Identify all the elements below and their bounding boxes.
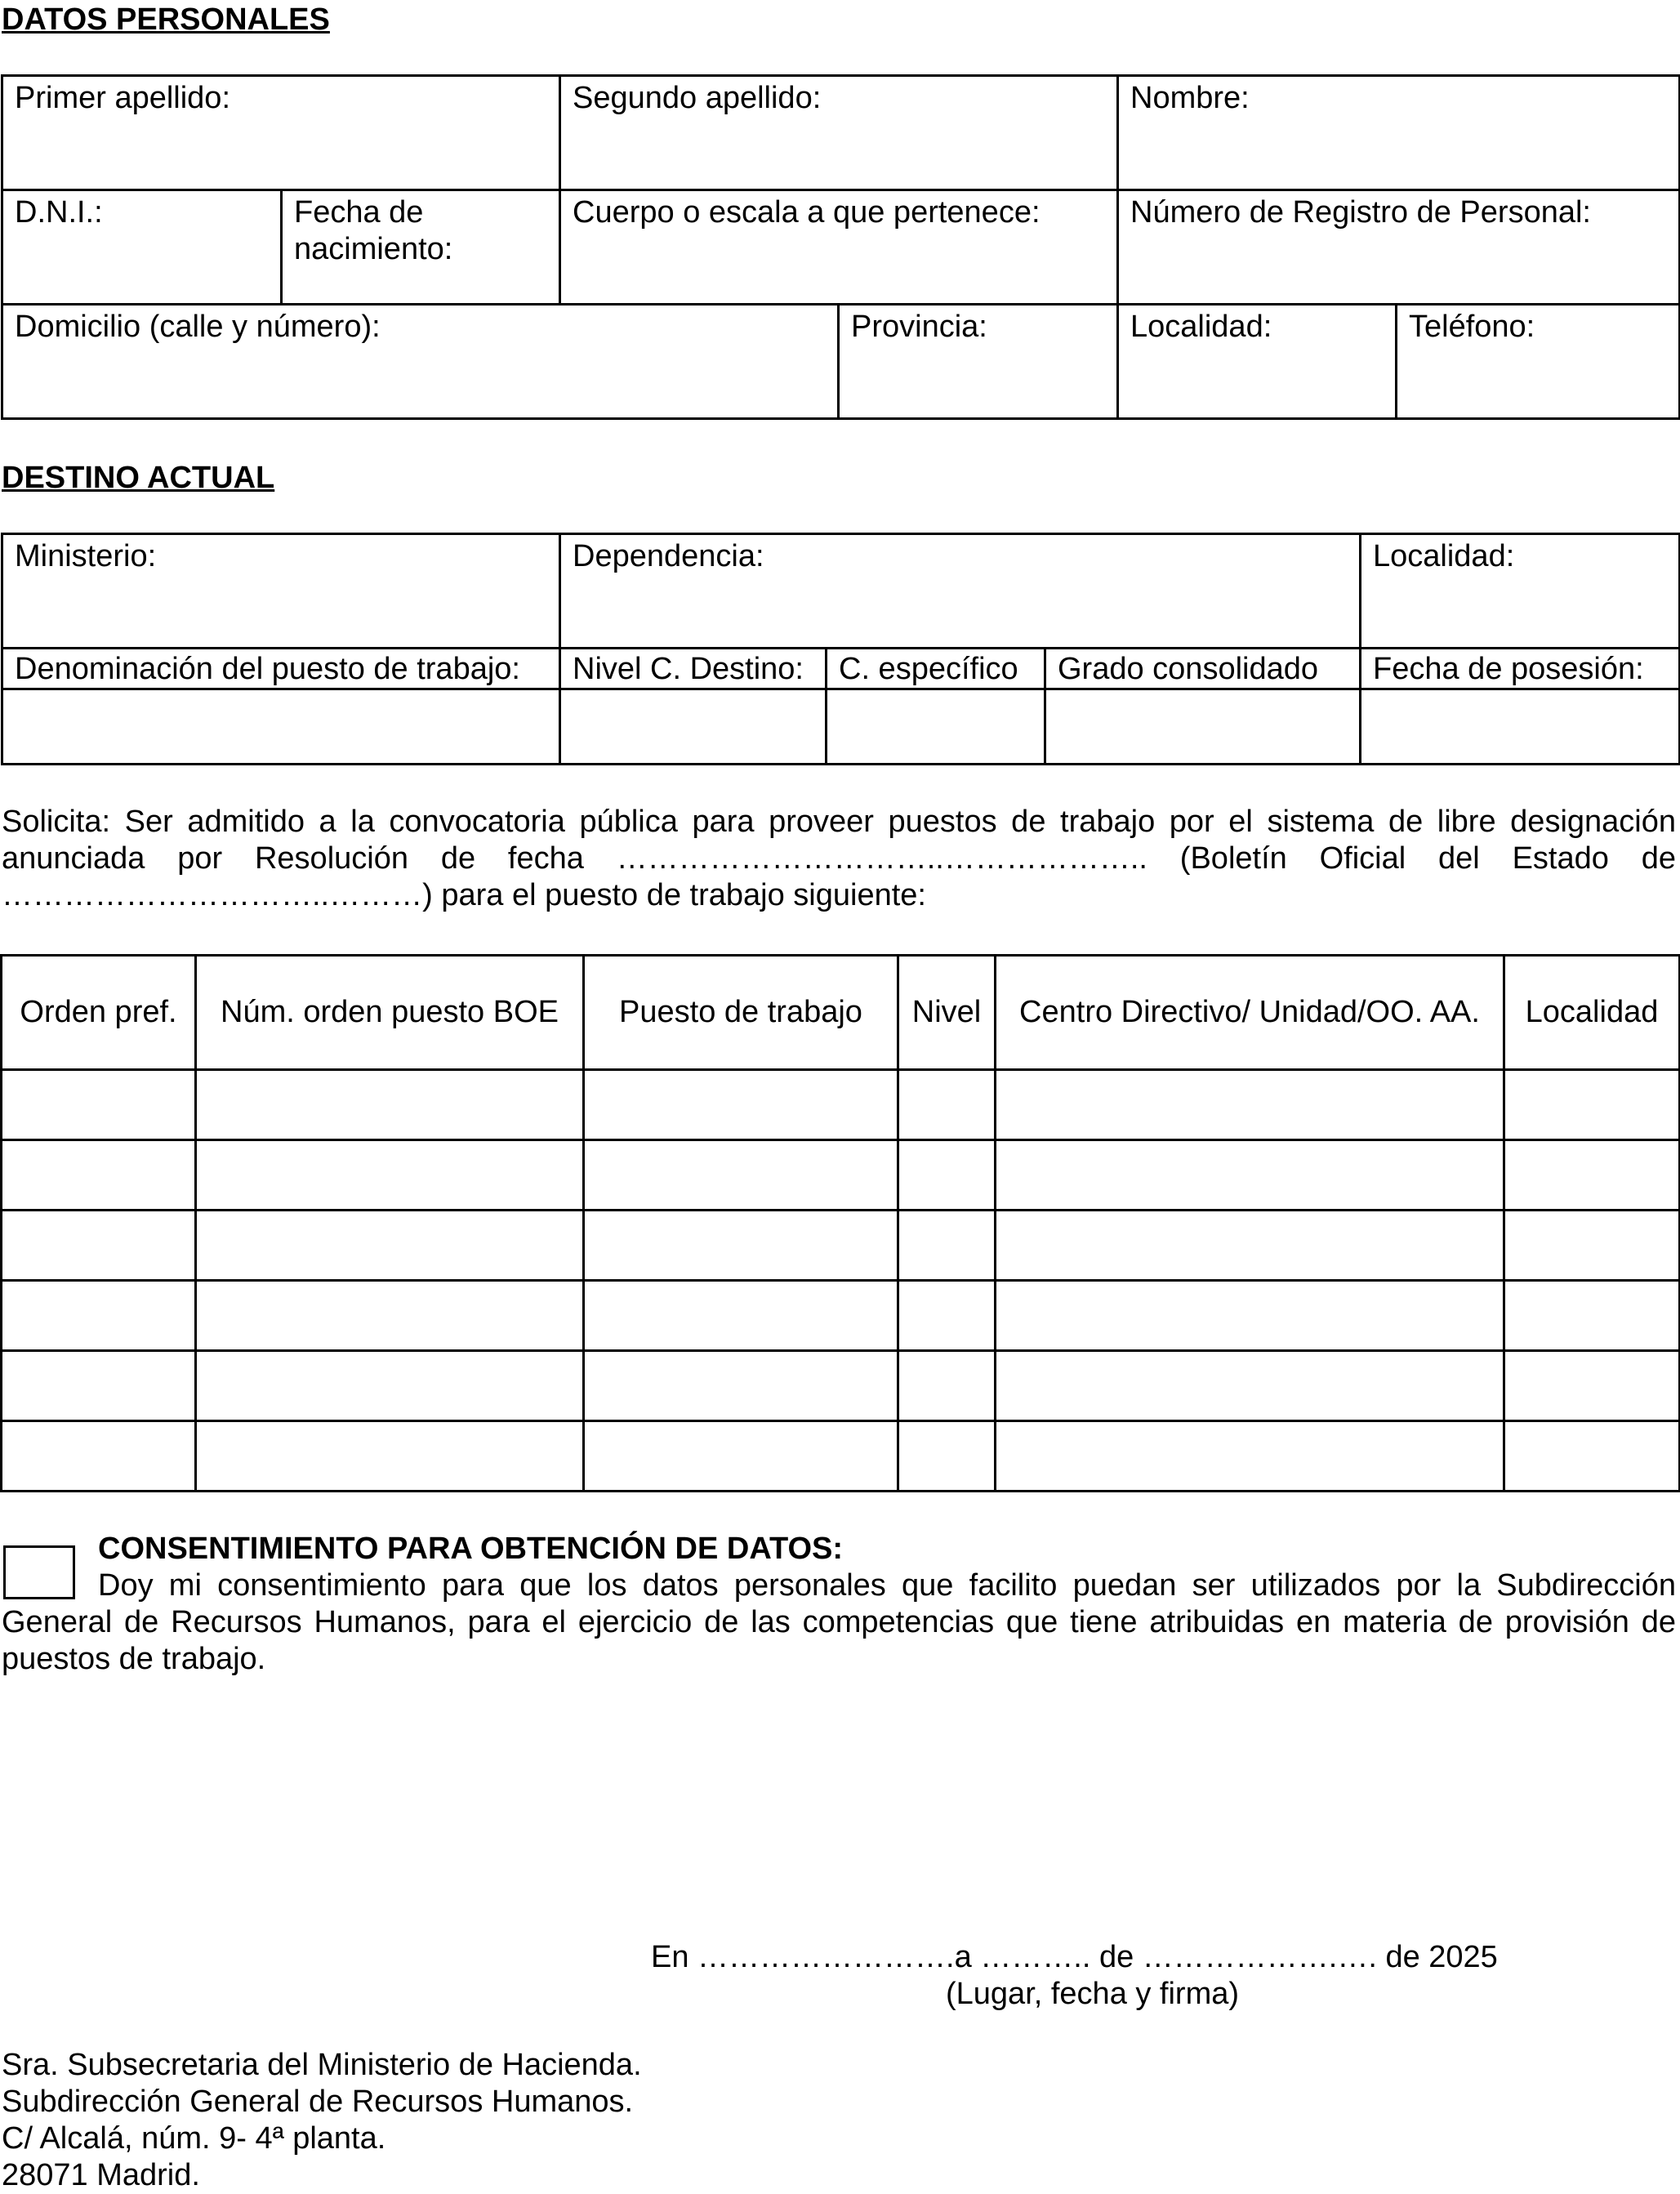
consent-checkbox[interactable] xyxy=(3,1545,75,1599)
address-line: Subdirección General de Recursos Humanos. xyxy=(2,2085,634,2119)
table-cell[interactable] xyxy=(2,1140,196,1211)
table-cell[interactable] xyxy=(196,1140,584,1211)
destino-table xyxy=(1,533,1680,765)
consent-block xyxy=(2,1531,1676,1678)
grado-consolidado-header: Grado consolidado xyxy=(1045,649,1361,689)
table-cell[interactable] xyxy=(2,1070,196,1140)
table-cell[interactable] xyxy=(584,1070,898,1140)
address-line: 28071 Madrid. xyxy=(2,2158,200,2192)
fecha-posesion-header: Fecha de posesión: xyxy=(1361,649,1680,689)
domicilio-label: Domicilio (calle y número): xyxy=(15,310,381,344)
fecha-nacimiento-field[interactable] xyxy=(282,190,560,305)
num-orden-boe-header: Núm. orden puesto BOE xyxy=(196,956,584,1070)
table-cell[interactable] xyxy=(584,1351,898,1421)
telefono-label: Teléfono: xyxy=(1409,310,1535,344)
fecha-nacimiento-label: Fecha de nacimiento: xyxy=(294,195,453,266)
table-cell[interactable] xyxy=(196,1421,584,1492)
table-cell[interactable] xyxy=(1504,1070,1680,1140)
table-cell[interactable] xyxy=(1504,1421,1680,1492)
table-row xyxy=(2,1070,1680,1140)
table-cell[interactable] xyxy=(1504,1351,1680,1421)
destino-localidad-field[interactable] xyxy=(1361,534,1680,649)
table-cell[interactable] xyxy=(196,1281,584,1351)
table-cell[interactable] xyxy=(196,1351,584,1421)
c-especifico-header: C. específico xyxy=(827,649,1045,689)
dni-label: D.N.I.: xyxy=(15,195,103,230)
nombre-field[interactable] xyxy=(1118,76,1680,190)
table-cell[interactable] xyxy=(2,1211,196,1281)
nrp-field[interactable] xyxy=(1118,190,1680,305)
c-especifico-input[interactable] xyxy=(827,689,1045,765)
localidad-label: Localidad: xyxy=(1130,310,1272,344)
consent-body: Doy mi consentimiento para que los datos personales que facilito puedan ser utilizados por la Subdirección General de Recursos Humanos, para el ejercicio de las competencias que tiene atribuidas en materia de provisión de puestos de trabajo. xyxy=(2,1568,1676,1676)
table-cell[interactable] xyxy=(996,1070,1504,1140)
table-cell[interactable] xyxy=(196,1211,584,1281)
table-cell[interactable] xyxy=(1504,1211,1680,1281)
nivel-destino-input[interactable] xyxy=(560,689,827,765)
provincia-field[interactable] xyxy=(839,305,1118,419)
signature-caption: (Lugar, fecha y firma) xyxy=(946,1977,1240,2011)
table-cell[interactable] xyxy=(196,1070,584,1140)
table-row xyxy=(2,1421,1680,1492)
section-heading-destino-actual: DESTINO ACTUAL xyxy=(2,461,275,495)
localidad-field[interactable] xyxy=(1118,305,1397,419)
table-row xyxy=(2,1140,1680,1211)
dependencia-field[interactable] xyxy=(560,534,1361,649)
domicilio-field[interactable] xyxy=(2,305,839,419)
recipient-address xyxy=(2,2047,642,2194)
consent-title: CONSENTIMIENTO PARA OBTENCIÓN DE DATOS: xyxy=(98,1532,844,1566)
personal-data-table xyxy=(1,74,1680,420)
table-cell[interactable] xyxy=(1504,1281,1680,1351)
table-cell[interactable] xyxy=(584,1140,898,1211)
table-cell[interactable] xyxy=(1504,1140,1680,1211)
localidad-header: Localidad xyxy=(1504,956,1680,1070)
ministerio-field[interactable] xyxy=(2,534,560,649)
orden-pref-header: Orden pref. xyxy=(2,956,196,1070)
solicita-paragraph: Solicita: Ser admitido a la convocatoria pública para proveer puestos de trabajo por el sistema de libre designación anunciada por Resolución de fecha …………………………..……………….. (Boletín Oficial del Estado de …………………………..………) para el puesto de trabajo siguiente: xyxy=(2,805,1676,912)
preferences-table xyxy=(0,954,1680,1492)
nivel-destino-header: Nivel C. Destino: xyxy=(560,649,827,689)
dni-field[interactable] xyxy=(2,190,282,305)
destino-localidad-label: Localidad: xyxy=(1373,539,1515,573)
table-cell[interactable] xyxy=(996,1211,1504,1281)
signature-line: En …………………….a ……….. de ……………….…. de 2025 xyxy=(651,1940,1498,1974)
table-cell[interactable] xyxy=(898,1070,996,1140)
table-cell[interactable] xyxy=(2,1351,196,1421)
table-cell[interactable] xyxy=(2,1421,196,1492)
telefono-field[interactable] xyxy=(1397,305,1680,419)
table-cell[interactable] xyxy=(898,1211,996,1281)
table-cell[interactable] xyxy=(996,1140,1504,1211)
denominacion-input[interactable] xyxy=(2,689,560,765)
table-row xyxy=(2,1281,1680,1351)
segundo-apellido-field[interactable] xyxy=(560,76,1118,190)
table-row xyxy=(2,1351,1680,1421)
nrp-label: Número de Registro de Personal: xyxy=(1130,195,1591,230)
table-cell[interactable] xyxy=(2,1281,196,1351)
nivel-header: Nivel xyxy=(898,956,996,1070)
table-cell[interactable] xyxy=(898,1140,996,1211)
table-cell[interactable] xyxy=(898,1281,996,1351)
denominacion-header: Denominación del puesto de trabajo: xyxy=(2,649,560,689)
dependencia-label: Dependencia: xyxy=(573,539,764,573)
primer-apellido-field[interactable] xyxy=(2,76,560,190)
cuerpo-escala-label: Cuerpo o escala a que pertenece: xyxy=(573,195,1041,230)
table-cell[interactable] xyxy=(898,1421,996,1492)
table-cell[interactable] xyxy=(584,1421,898,1492)
table-cell[interactable] xyxy=(584,1211,898,1281)
address-line: C/ Alcalá, núm. 9- 4ª planta. xyxy=(2,2121,386,2156)
table-row xyxy=(2,1211,1680,1281)
table-cell[interactable] xyxy=(996,1281,1504,1351)
section-heading-datos-personales: DATOS PERSONALES xyxy=(2,2,330,37)
table-cell[interactable] xyxy=(584,1281,898,1351)
cuerpo-escala-field[interactable] xyxy=(560,190,1118,305)
primer-apellido-label: Primer apellido: xyxy=(15,81,230,115)
table-cell[interactable] xyxy=(898,1351,996,1421)
address-line: Sra. Subsecretaria del Ministerio de Hacienda. xyxy=(2,2048,642,2082)
nombre-label: Nombre: xyxy=(1130,81,1250,115)
ministerio-label: Ministerio: xyxy=(15,539,157,573)
fecha-posesion-input[interactable] xyxy=(1361,689,1680,765)
segundo-apellido-label: Segundo apellido: xyxy=(573,81,822,115)
provincia-label: Provincia: xyxy=(851,310,987,344)
grado-consolidado-input[interactable] xyxy=(1045,689,1361,765)
centro-directivo-header: Centro Directivo/ Unidad/OO. AA. xyxy=(996,956,1504,1070)
table-cell[interactable] xyxy=(996,1421,1504,1492)
puesto-trabajo-header: Puesto de trabajo xyxy=(584,956,898,1070)
table-cell[interactable] xyxy=(996,1351,1504,1421)
preferences-header-row xyxy=(2,956,1680,1070)
